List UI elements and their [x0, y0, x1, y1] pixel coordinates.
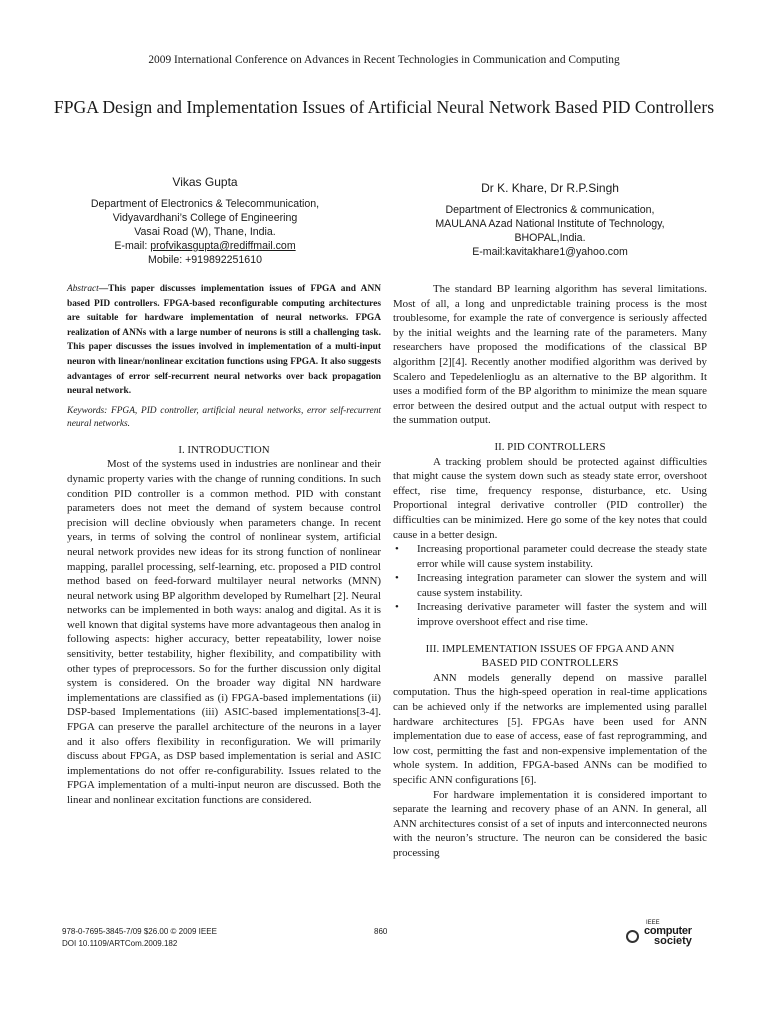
author-block-1	[60, 175, 350, 267]
logo-ieee-text: IEEE	[646, 920, 660, 926]
author-affiliation-line: BHOPAL,India.	[514, 232, 586, 244]
email-label: E-mail:	[114, 240, 151, 252]
paper-title: FPGA Design and Implementation Issues of Artificial Neural Network Based PID Controllers	[53, 97, 715, 117]
footer-ids	[62, 926, 217, 950]
section-heading-implementation: III. IMPLEMENTATION ISSUES OF FPGA AND ANN BASED PID CONTROLLERS	[425, 642, 675, 670]
intro-paragraph: Most of the systems used in industries are nonlinear and their dynamic property varies with the change of running conditions. In such condition PID controller is a common method. PID with constant parameters does not meet the demand of system because control precision will decline obviously when parameters change. In recent years, in terms of solving the control of nonlinear system, artificial neural network provides new ideas for its strong function of nonlinear mapping, parallel processing, self-learning, etc. proposed a PID control method based on feed-forward multilayer neural networks (MNN) neural network using BP algorithm developed by Rumelhart [2]. Neural networks can be implemented in both ways: analog and digital. As it is well known that digital systems have more advantageous then analog in following aspects: higher accuracy, better repeatability, lower noise sensitivity, better testability, higher flexibility, and compatibility with other types of preprocessors. So for the further discussion only digital system is considered. On the broader way digital NN hardware implementations are classified as (i) FPGA-based implementations (ii) DSP-based Implementations (iii) ASIC-based implementations[3-4]. FPGA can preserve the parallel architecture of the neurons in a layer and it also offers flexibility in reconfiguration. We will primarily discuss about FPGA, as DSP based implementation is serial and ASIC implementations do not offer re-configurability. Issues related to the FPGA implementation of a multi-input neuron are discussed. Both the linear and nonlinear excitation functions are considered.	[67, 458, 381, 806]
author-affiliation-line: Department of Electronics & communication,	[445, 204, 655, 216]
author-email-line	[60, 239, 350, 253]
ieee-computer-society-logo	[626, 920, 706, 950]
author-affiliation-line: Vasai Road (W), Thane, India.	[134, 226, 276, 238]
author-block-2	[400, 181, 700, 259]
impl-paragraph-2: For hardware implementation it is considered important to separate the learning and recovery phase of an ANN. In general, all ANN architectures consist of a set of inputs and interconnected neurons with the neuron’s structure. The neuron can be considered the basic processing	[393, 788, 707, 859]
impl-paragraph-1: ANN models generally depend on massive parallel computation. Thus the high-speed operation in real-time applications can be achieved only if the networks are implemented using parallel hardware architectures [5]. FPGAs have been used for ANN implementation due to ease of access, ease of fast reprogramming, and low cost, permitting the fast and non-expensive implementation of the whole system. In addition, FPGA-based ANNs can be modified to specific ANN configurations [6].	[393, 671, 707, 786]
author-affiliation-line: Department of Electronics & Telecommunication,	[90, 198, 320, 210]
conference-header: 2009 International Conference on Advances in Recent Technologies in Communication and Computing	[148, 54, 620, 66]
logo-computer-text: computer	[644, 925, 692, 937]
logo-society-text: society	[654, 935, 692, 947]
author-mobile: Mobile: +919892251610	[148, 254, 262, 266]
keywords: Keywords: FPGA, PID controller, artificial neural networks, error self-recurrent neural networks.	[67, 405, 381, 429]
right-column	[393, 282, 707, 861]
abstract-dash: —	[98, 284, 109, 294]
author-email-line: E-mail:kavitakhare1@yahoo.com	[472, 246, 628, 258]
author-name: Dr K. Khare, Dr R.P.Singh	[481, 181, 619, 195]
list-item: • Increasing integration parameter can slower the system and will cause system instability.	[417, 571, 707, 600]
list-item: • Increasing proportional parameter could decrease the steady state error while will cause system instability.	[417, 542, 707, 571]
section-heading-pid: II. PID CONTROLLERS	[494, 440, 606, 453]
author-affiliation-line: Vidyavardhani’s College of Engineering	[112, 212, 298, 224]
logo-circle-icon	[626, 930, 639, 943]
list-item: • Increasing derivative parameter will faster the system and will improve overshoot effect and rise time.	[417, 600, 707, 629]
left-column	[67, 282, 381, 808]
abstract	[67, 282, 381, 399]
author-affiliation-line: MAULANA Azad National Institute of Technology,	[435, 218, 665, 230]
author-name: Vikas Gupta	[172, 175, 238, 189]
pid-bullet-list	[393, 542, 707, 630]
author-email-link[interactable]: profvikasgupta@rediffmail.com	[150, 240, 296, 252]
abstract-text: This paper discusses implementation issues of FPGA and ANN based PID controllers. FPGA-based reconfigurable computing architectures are suitable for hardware implementation of neural networks. FPGA realization of ANNs with a large number of neurons is still a challenging task. This paper discusses the issues involved in implementation of a multi-input neuron with linear/nonlinear excitation functions using FPGA. It also suggests advantages of error self-recurrent neural networks over back propagation neural network.	[67, 284, 381, 397]
footer-doi: DOI 10.1109/ARTCom.2009.182	[62, 939, 178, 948]
pid-paragraph: A tracking problem should be protected against difficulties that might cause the system down such as steady state error, overshoot effect, rise time, frequency response, disturbance, etc. Using Proportional integral derivative controller (PID controller) the difficulties can be minimized. Here go some of the key notes that could cause in a better design.	[393, 455, 707, 541]
bp-paragraph: The standard BP learning algorithm has several limitations. Most of all, a long and unpredictable training process is the most troublesome, for example the rate of convergence is seriously affected by the initial weights and the learning rate of the parameters. Many researchers have proposed the modifications of the classical BP algorithm [2][4]. Recently another modified algorithm was derived by Scalero and Tepedelenlioglu as an alternative to the BP algorithm. It uses a modified form of the BP algorithm to minimize the mean square error between the desired output and the actual output with respect to the summation output.	[393, 283, 707, 427]
page-number: 860	[374, 927, 388, 936]
footer-isbn: 978-0-7695-3845-7/09 $26.00 © 2009 IEEE	[62, 927, 217, 936]
section-heading-introduction: I. INTRODUCTION	[178, 443, 270, 456]
abstract-label: Abstract	[67, 284, 99, 294]
